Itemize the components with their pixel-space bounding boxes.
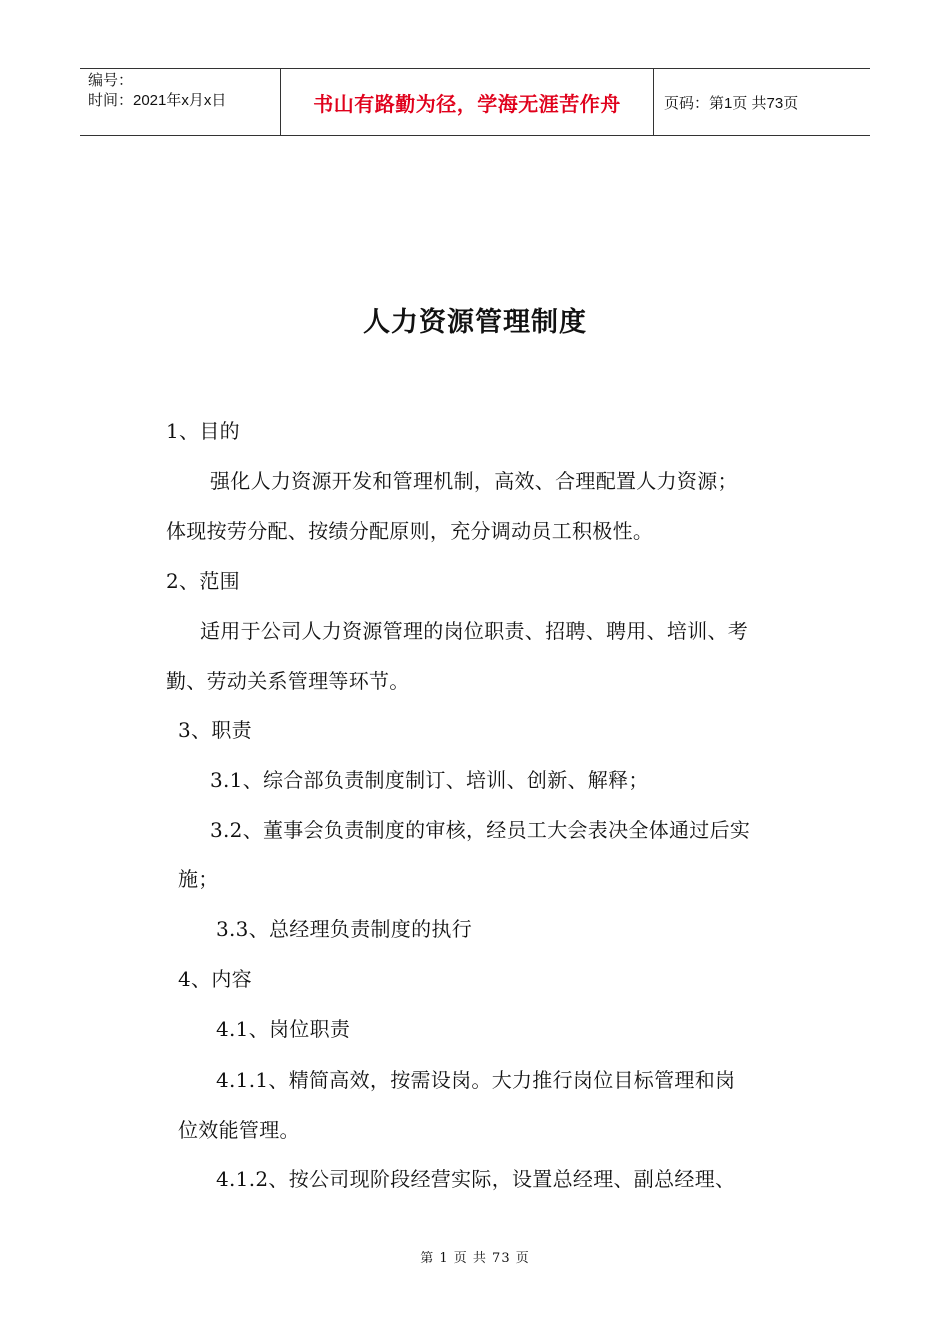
paragraph-line: 4.1.1、精简高效，按需设岗。大力推行岗位目标管理和岗 bbox=[216, 1068, 736, 1092]
paragraph-line: 3.1、综合部负责制度制订、培训、创新、解释； bbox=[210, 768, 649, 792]
paragraph-line: 勤、劳动关系管理等环节。 bbox=[166, 669, 410, 693]
section-heading: 3、职责 bbox=[178, 718, 252, 742]
document-header bbox=[80, 68, 870, 136]
section-heading: 1、目的 bbox=[166, 419, 240, 443]
paragraph-line: 强化人力资源开发和管理机制，高效、合理配置人力资源； bbox=[210, 469, 738, 493]
page-info-cell bbox=[654, 69, 870, 135]
time-label: 时间：2021年x月x日 bbox=[88, 92, 227, 109]
subsection-heading: 4.1、岗位职责 bbox=[216, 1017, 351, 1041]
number-label: 编号： bbox=[88, 72, 134, 89]
paragraph-line: 体现按劳分配、按绩分配原则，充分调动员工积极性。 bbox=[166, 519, 654, 543]
slogan-text: 书山有路勤为径，学海无涯苦作舟 bbox=[313, 91, 621, 116]
slogan-cell bbox=[281, 69, 654, 135]
paragraph-line: 3.3、总经理负责制度的执行 bbox=[216, 917, 473, 941]
header-meta-cell bbox=[80, 69, 281, 135]
section-heading: 2、范围 bbox=[166, 569, 240, 593]
paragraph-line: 位效能管理。 bbox=[178, 1118, 300, 1142]
paragraph-line: 适用于公司人力资源管理的岗位职责、招聘、聘用、培训、考 bbox=[200, 619, 749, 643]
page-info-text: 页码：第1页 共73页 bbox=[664, 94, 799, 112]
paragraph-line: 施； bbox=[178, 867, 219, 891]
paragraph-line: 3.2、董事会负责制度的审核，经员工大会表决全体通过后实 bbox=[210, 818, 751, 842]
document-title: 人力资源管理制度 bbox=[363, 307, 587, 338]
paragraph-line: 4.1.2、按公司现阶段经营实际，设置总经理、副总经理、 bbox=[216, 1167, 736, 1191]
section-heading: 4、内容 bbox=[178, 967, 252, 991]
page-footer: 第 1 页 共 73 页 bbox=[420, 1251, 530, 1266]
